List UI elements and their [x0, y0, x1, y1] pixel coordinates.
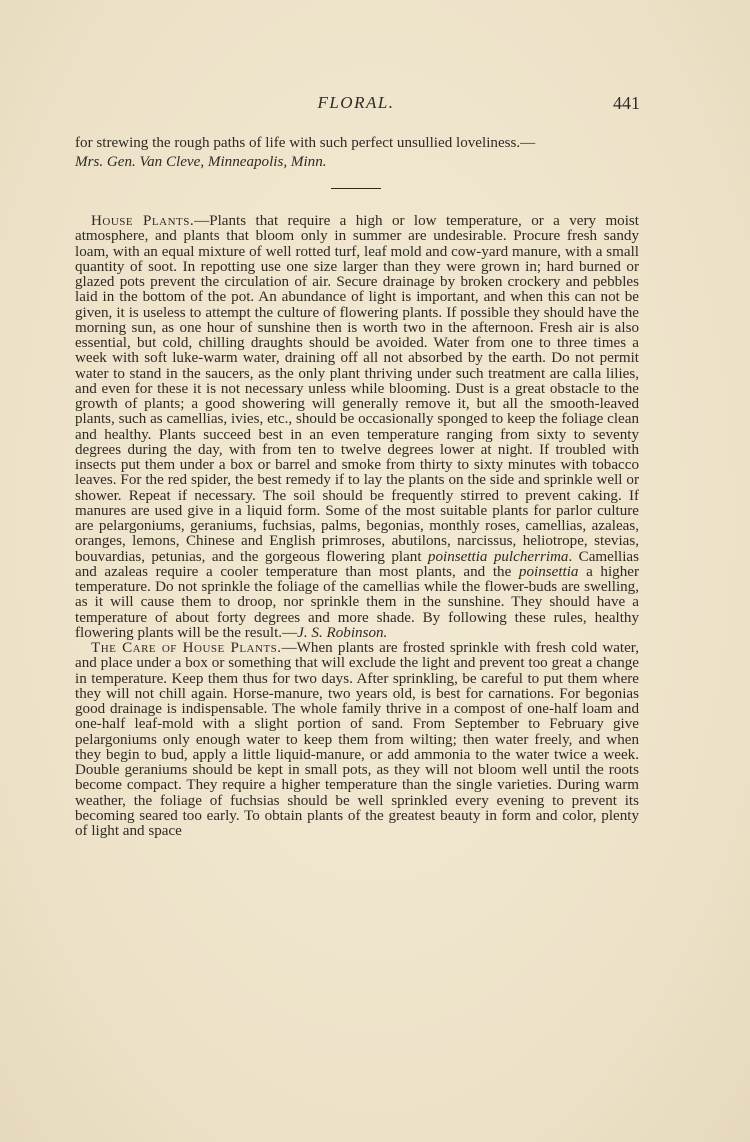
running-head: FLORAL. — [317, 93, 395, 112]
page-header — [72, 93, 640, 119]
paragraph-text: a higher temperature. Do not sprinkle the foliage of the camellias while the flower-buds are swelling, as it will cause them to droop, nor sprinkle them in the sunshine. They should have a temperature of about forty degrees and more shade. By following these rules, healthy flowering plants will be the result.— — [75, 563, 639, 641]
section-heading: The Care of House Plants. — [91, 640, 282, 656]
paragraph-text: —Plants that require a high or low temperature, or a very moist atmosphere, and plants that bloom only in summer are undesirable. Procure fresh sandy loam, with an equal mixture of well rotted turf, leaf mold and cow-yard manure, with a small quantity of soot. In repotting use one size larger than they were grown in; hard burned or glazed pots prevent the circulation of air. Secure drainage by broken crockery and pebbles laid in the bottom of the pot. An abundance of light is important, and when this can not be given, it is useless to attempt the culture of flowering plants. If possible they should have the morning sun, as one hour of sunshine then is worth two in the afternoon. Fresh air is also essential, but cold, chilling draughts should be avoided. Water from one to three times a week with soft luke-warm water, draining off all not absorbed by the earth. Do not permit water to stand in the saucers, as the only plant thriving under such treatment are calla lilies, and even for these it is not necessary unless while blooming. Dust is a great obstacle to the growth of plants; a good showering will generally remove it, but all the smooth-leaved plants, such as camellias, ivies, etc., should be occasionally sponged to keep the foliage clean and healthy. Plants succeed best in an even temperature ranging from sixty to seventy degrees during the day, with from ten to twelve degrees lower at night. If troubled with insects put them under a box or barrel and smoke from thirty to sixty minutes with tobacco leaves. For the red spider, the best remedy if to lay the plants on the side and sprinkle well or shower. Repeat if necessary. The soil should be frequently stirred to prevent caking. If manures are used give in a liquid form. Some of the most suitable plants for parlor culture are pelargoniums, geraniums, fuchsias, palms, begonias, monthly roses, camellias, azaleas, oranges, lemons, Chinese and English primroses, abutilons, narcissus, heliotrope, stevias, bouvardias, petunias, and the gorgeous flowering plant — [75, 213, 639, 565]
author-signature: J. S. Robinson. — [297, 624, 388, 641]
page-number: 441 — [613, 93, 640, 113]
intro-paragraph — [75, 134, 639, 172]
intro-line: for strewing the rough paths of life with such perfect unsullied loveliness.— — [75, 135, 536, 151]
plant-name: poinsettia — [518, 563, 579, 580]
paragraph-text: —When plants are frosted sprinkle with fresh cold water, and place under a box or something that will exclude the light and prevent too great a change in temperature. Keep them thus for two days. After sprinkling, be careful to put them where they will not chill again. Horse-manure, two years old, is best for carnations. For begonias good drainage is indispensable. The whole family thrive in a compost of one-half loam and one-half leaf-mold with a slight portion of sand. From September to February give pelargoniums only enough water to keep them from wilting; then water freely, and when they begin to bud, apply a little liquid-manure, or add ammonia to the water twice a week. Double geraniums should be kept in small pots, as they will not bloom well until the roots become compact. They require a higher temperature than the single varieties. During warm weather, the foliage of fuchsias should be well sprinkled every evening to prevent its becoming seared too early. To obtain plants of the greatest beauty in form and color, plenty of light and space — [75, 640, 640, 839]
paragraph-text: . Camellias and azaleas require a cooler temperature than most plants, and the — [75, 548, 639, 580]
care-of-house-plants-paragraph — [75, 641, 639, 839]
article-body — [75, 214, 639, 839]
section-divider — [331, 188, 381, 189]
intro-signature: Mrs. Gen. Van Cleve, Minneapolis, Minn. — [75, 154, 327, 170]
house-plants-paragraph — [75, 214, 639, 641]
plant-name: poinsettia pulcherrima — [427, 548, 569, 565]
section-heading: House Plants. — [91, 213, 195, 229]
